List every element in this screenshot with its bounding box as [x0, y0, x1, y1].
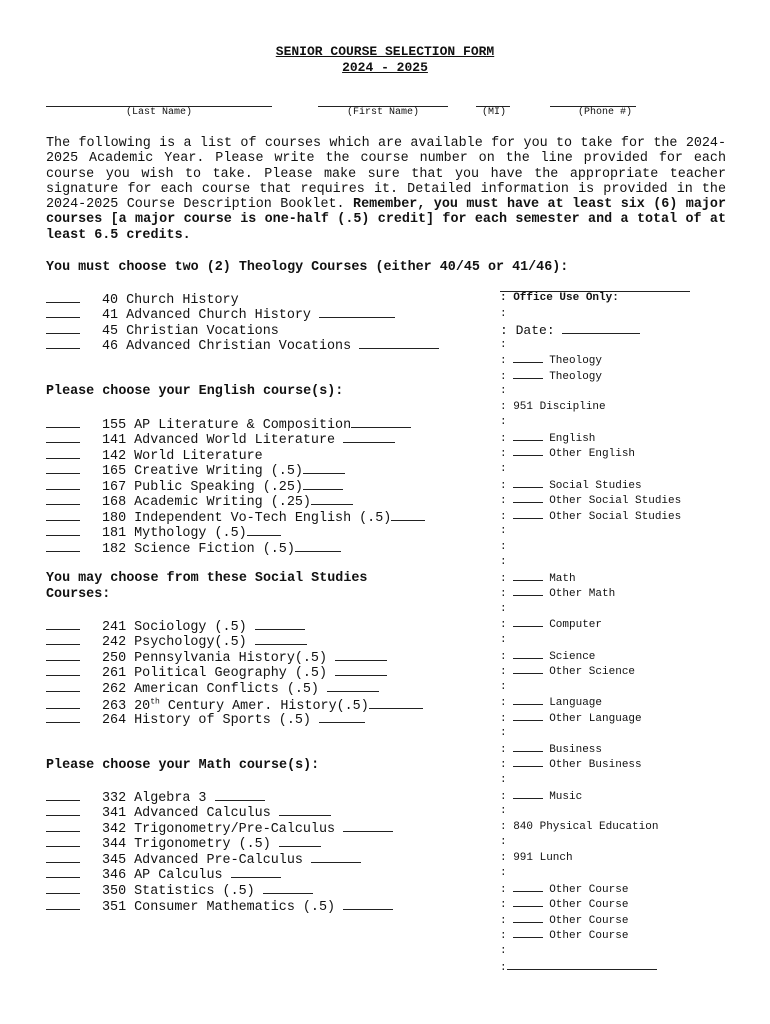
course-label: 341 Advanced Calculus	[102, 806, 271, 821]
course-label: 345 Advanced Pre-Calculus	[102, 853, 303, 868]
course-row	[46, 618, 305, 634]
course-row	[46, 306, 395, 322]
office-blank[interactable]	[513, 695, 543, 705]
course-blank[interactable]	[46, 447, 80, 459]
signature-line[interactable]	[303, 462, 345, 474]
office-blank[interactable]	[513, 478, 543, 488]
signature-line[interactable]	[311, 493, 353, 505]
office-blank[interactable]	[513, 928, 543, 938]
signature-line[interactable]	[335, 649, 387, 661]
course-blank[interactable]	[46, 462, 80, 474]
course-label: 241 Sociology (.5)	[102, 620, 247, 635]
course-row	[46, 898, 393, 914]
mi-field[interactable]	[476, 96, 510, 107]
course-row	[46, 804, 331, 820]
course-blank[interactable]	[46, 851, 80, 863]
course-row	[46, 882, 313, 898]
course-label: 46 Advanced Christian Vocations	[102, 339, 352, 354]
course-blank[interactable]	[46, 478, 80, 490]
date-field[interactable]	[562, 322, 640, 334]
signature-line[interactable]	[279, 835, 321, 847]
course-blank[interactable]	[46, 649, 80, 661]
office-blank[interactable]	[513, 571, 543, 581]
course-blank[interactable]	[46, 711, 80, 723]
course-label: 45 Christian Vocations	[102, 324, 279, 339]
course-blank[interactable]	[46, 416, 80, 428]
course-row	[46, 820, 393, 836]
course-row	[46, 478, 343, 494]
signature-line[interactable]	[279, 804, 331, 816]
intro-paragraph	[46, 136, 726, 243]
course-label: 40 Church History	[102, 293, 239, 308]
course-label: 168 Academic Writing (.25)	[102, 495, 311, 510]
signature-line[interactable]	[369, 697, 423, 709]
course-blank[interactable]	[46, 835, 80, 847]
course-blank[interactable]	[46, 664, 80, 676]
course-row	[46, 680, 379, 696]
course-blank[interactable]	[46, 291, 80, 303]
office-blank[interactable]	[513, 913, 543, 923]
form-title: SENIOR COURSE SELECTION FORM	[275, 44, 495, 59]
course-row	[46, 291, 239, 307]
course-label: 155 AP Literature & Composition	[102, 418, 352, 433]
course-row	[46, 524, 281, 540]
social-studies-heading-2: Courses:	[46, 587, 111, 602]
office-heading: Office Use Only:	[513, 292, 619, 304]
course-blank[interactable]	[46, 524, 80, 536]
course-row	[46, 509, 425, 525]
course-blank[interactable]	[46, 509, 80, 521]
course-label: 167 Public Speaking (.25)	[102, 480, 303, 495]
course-blank[interactable]	[46, 322, 80, 334]
course-label: 182 Science Fiction (.5)	[102, 542, 295, 557]
course-label: 344 Trigonometry (.5)	[102, 837, 271, 852]
office-use-panel: : Office Use Only: : : Date: : : Theology : Theology : : 951 Discipline : : English : Other English : : Social Studies : Other Social Studies : Other Social Studies : : : : Math : Other Math : : Computer : : Science : Other Science : : Language : Other Language : : Business : Other Business : : Music : : 840 Physical Education : : 991 Lunch : : Other Course : Other Course : Other Course : Other Course : :	[500, 292, 682, 974]
last-name-field[interactable]	[46, 96, 272, 107]
first-name-label: (First Name)	[346, 107, 419, 118]
office-blank[interactable]	[513, 664, 543, 674]
signature-line[interactable]	[391, 509, 425, 521]
office-blank[interactable]	[513, 742, 543, 752]
course-label: 263 20th Century Amer. History(.5)	[102, 698, 369, 715]
course-row	[46, 695, 423, 715]
office-blank[interactable]	[513, 897, 543, 907]
course-label: 165 Creative Writing (.5)	[102, 464, 303, 479]
phone-field[interactable]	[550, 96, 636, 107]
course-row	[46, 540, 341, 556]
intro-requirement: Remember, you must have at least six (6) major courses [a major course is one-half (.5) credit] for each semester and a total of at least 6.5 credits.	[46, 197, 726, 243]
form-year: 2024 - 2025	[342, 60, 428, 75]
signature-line[interactable]	[311, 851, 361, 863]
signature-line[interactable]	[351, 416, 411, 428]
office-blank[interactable]	[513, 649, 543, 659]
signature-line[interactable]	[343, 820, 393, 832]
phone-label: (Phone #)	[577, 107, 632, 118]
course-label: 346 AP Calculus	[102, 868, 223, 883]
course-label: 242 Psychology(.5)	[102, 635, 247, 650]
course-blank[interactable]	[46, 882, 80, 894]
mi-label: (MI)	[481, 107, 506, 118]
course-row	[46, 493, 353, 509]
intro-text: The following is a list of courses which are available for you to take for the 2024-2025 Academic Year. Please write the course number on the line provided for each course you wish to take. Please make sure that you have the appropriate teacher signature for each course that requires it. Detailed information is provided in the 2024-2025 Course Description Booklet.	[46, 136, 726, 213]
course-label: 250 Pennsylvania History(.5)	[102, 651, 327, 666]
first-name-field[interactable]	[318, 96, 448, 107]
course-row	[46, 633, 307, 649]
course-label: 142 World Literature	[102, 449, 263, 464]
math-heading: Please choose your Math course(s):	[46, 758, 320, 773]
signature-line[interactable]	[343, 431, 395, 443]
course-blank[interactable]	[46, 431, 80, 443]
course-blank[interactable]	[46, 866, 80, 878]
signature-line[interactable]	[319, 306, 395, 318]
office-blank[interactable]	[513, 617, 543, 627]
course-label: 264 History of Sports (.5)	[102, 713, 311, 728]
office-blank[interactable]	[513, 431, 543, 441]
course-row	[46, 322, 279, 338]
signature-line[interactable]	[319, 711, 365, 723]
course-row	[46, 337, 439, 353]
course-blank[interactable]	[46, 493, 80, 505]
signature-line[interactable]	[255, 618, 305, 630]
course-blank[interactable]	[46, 680, 80, 692]
course-row	[46, 866, 281, 882]
course-row	[46, 664, 387, 680]
office-blank[interactable]	[513, 757, 543, 767]
office-blank[interactable]	[513, 353, 543, 363]
office-blank[interactable]	[513, 586, 543, 596]
course-blank[interactable]	[46, 337, 80, 349]
course-label: 41 Advanced Church History	[102, 308, 311, 323]
office-blank[interactable]	[513, 493, 543, 503]
course-row	[46, 789, 265, 805]
course-label: 181 Mythology (.5)	[102, 526, 247, 541]
course-label: 262 American Conflicts (.5)	[102, 682, 319, 697]
course-blank[interactable]	[46, 697, 80, 709]
course-row	[46, 431, 395, 447]
course-blank[interactable]	[46, 898, 80, 910]
course-row	[46, 416, 411, 432]
signature-line[interactable]	[295, 540, 341, 552]
date-label: Date:	[515, 323, 555, 339]
signature-line[interactable]	[215, 789, 265, 801]
course-label: 180 Independent Vo-Tech English (.5)	[102, 511, 392, 526]
theology-heading: You must choose two (2) Theology Courses (either 40/45 or 41/46):	[46, 260, 569, 275]
office-blank[interactable]	[513, 369, 543, 379]
course-blank[interactable]	[46, 540, 80, 552]
course-blank[interactable]	[46, 618, 80, 630]
office-blank[interactable]	[513, 711, 543, 721]
course-blank[interactable]	[46, 820, 80, 832]
last-name-label: (Last Name)	[125, 107, 192, 118]
signature-line[interactable]	[247, 524, 281, 536]
course-label: 342 Trigonometry/Pre-Calculus	[102, 822, 336, 837]
english-heading: Please choose your English course(s):	[46, 384, 344, 399]
course-row	[46, 711, 365, 727]
office-blank[interactable]	[513, 882, 543, 892]
course-label: 351 Consumer Mathematics (.5)	[102, 900, 336, 915]
course-label: 141 Advanced World Literature	[102, 433, 336, 448]
course-blank[interactable]	[46, 804, 80, 816]
course-row	[46, 649, 387, 665]
signature-line[interactable]	[343, 898, 393, 910]
course-blank[interactable]	[46, 306, 80, 318]
social-studies-heading: You may choose from these Social Studies	[46, 571, 368, 586]
course-label: 332 Algebra 3	[102, 791, 207, 806]
signature-line[interactable]	[255, 633, 307, 645]
signature-line[interactable]	[303, 478, 343, 490]
signature-line[interactable]	[231, 866, 281, 878]
signature-line[interactable]	[335, 664, 387, 676]
course-blank[interactable]	[46, 633, 80, 645]
course-label: 261 Political Geography (.5)	[102, 666, 327, 681]
course-blank[interactable]	[46, 789, 80, 801]
course-row	[46, 462, 345, 478]
signature-line[interactable]	[263, 882, 313, 894]
course-label: 350 Statistics (.5)	[102, 884, 255, 899]
office-bottom-line[interactable]	[507, 960, 657, 970]
office-blank[interactable]	[513, 789, 543, 799]
signature-line[interactable]	[327, 680, 379, 692]
course-row	[46, 835, 321, 851]
course-row	[46, 851, 361, 867]
course-row	[46, 447, 263, 463]
office-blank[interactable]	[513, 446, 543, 456]
signature-line[interactable]	[359, 337, 439, 349]
office-blank[interactable]	[513, 509, 543, 519]
